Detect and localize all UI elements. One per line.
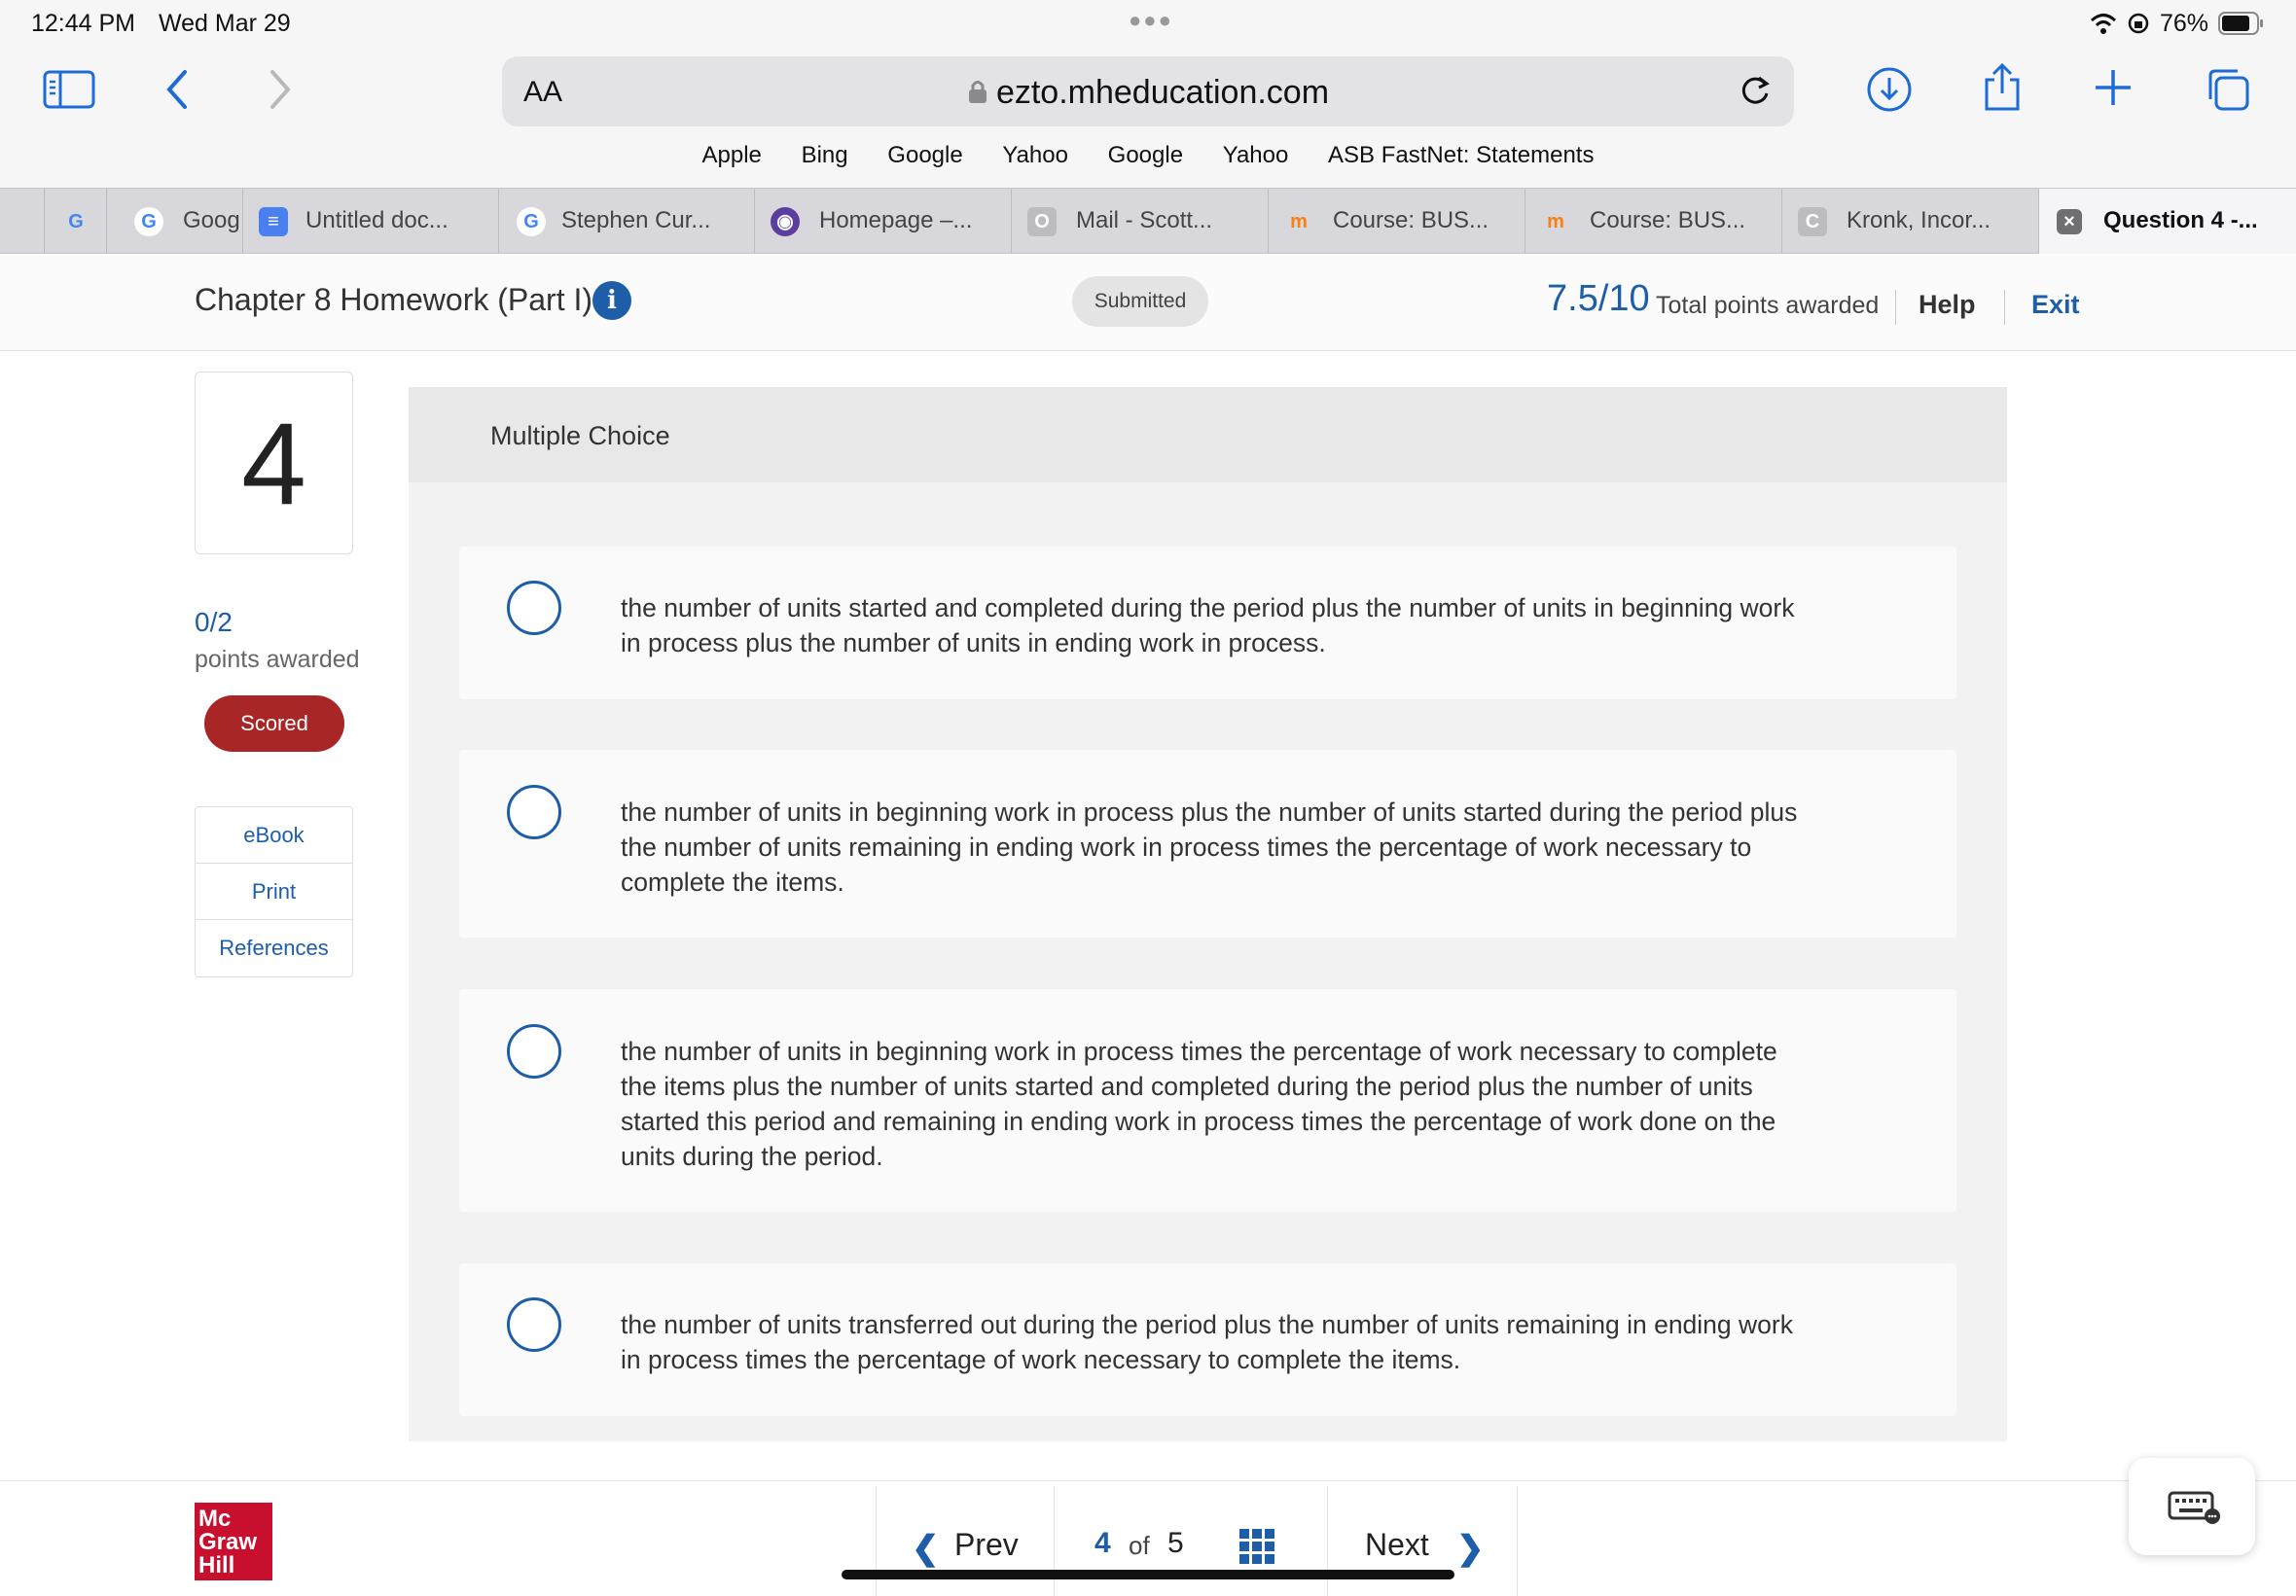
option-text: the number of units transferred out during the period plus the number of units remaining in ending work in process times the percentage of work necessary to complete the items. bbox=[621, 1310, 1793, 1374]
close-tab-icon[interactable]: × bbox=[2057, 209, 2082, 234]
total-pages: 5 bbox=[1167, 1527, 1184, 1559]
google-icon: G bbox=[134, 207, 163, 236]
answer-option[interactable] bbox=[459, 989, 1956, 1212]
answer-option[interactable] bbox=[459, 1263, 1956, 1416]
total-score-label: Total points awarded bbox=[1656, 292, 1880, 319]
browser-toolbar bbox=[0, 49, 2296, 190]
grid-icon[interactable] bbox=[1239, 1529, 1274, 1564]
tab-label: Goog bbox=[183, 207, 240, 233]
bookmark-google-2[interactable]: Google bbox=[1107, 142, 1184, 168]
bookmark-asb-fastnet[interactable]: ASB FastNet: Statements bbox=[1328, 142, 1595, 168]
lock-icon bbox=[967, 78, 988, 105]
radio-button[interactable] bbox=[507, 785, 561, 839]
next-label: Next bbox=[1365, 1527, 1429, 1562]
logo-line: Hill bbox=[198, 1552, 235, 1578]
references-link[interactable]: References bbox=[219, 936, 329, 960]
battery-percent: 76% bbox=[2160, 10, 2209, 37]
option-text: the number of units started and completed during the period plus the number of units in beginning work in process plus the number of units in ending work in process. bbox=[621, 593, 1795, 657]
tab-label: Mail - Scott... bbox=[1076, 207, 1213, 233]
assignment-header bbox=[0, 255, 2296, 351]
question-panel bbox=[409, 387, 2007, 1441]
tab-question-4[interactable] bbox=[2039, 189, 2296, 254]
tab-course-bus-2[interactable] bbox=[1525, 189, 1782, 254]
status-time: 12:44 PM bbox=[31, 10, 136, 37]
bookmark-yahoo-2[interactable]: Yahoo bbox=[1222, 142, 1289, 168]
status-bar bbox=[0, 0, 2296, 49]
option-text: the number of units in beginning work in process plus the number of units started during the period plus the number of units remaining in ending work in process times the percentage of work necessary to complete the items. bbox=[621, 798, 1798, 897]
pager bbox=[876, 1486, 1518, 1596]
tab-label: Question 4 -... bbox=[2103, 207, 2258, 233]
tab-label: Kronk, Incor... bbox=[1847, 207, 1991, 233]
outlook-icon: O bbox=[1027, 207, 1057, 236]
orientation-lock-icon bbox=[2127, 12, 2150, 35]
c-icon: C bbox=[1798, 207, 1827, 236]
sidebar-toggle-icon[interactable] bbox=[43, 68, 95, 111]
divider bbox=[1895, 290, 1896, 325]
current-page[interactable]: 4 bbox=[1094, 1527, 1111, 1559]
battery-icon bbox=[2218, 12, 2265, 37]
reload-icon[interactable] bbox=[1738, 74, 1773, 109]
keyboard-button[interactable] bbox=[2129, 1458, 2255, 1555]
url-label: ezto.mheducation.com bbox=[995, 74, 1330, 111]
logo-line: Mc bbox=[198, 1506, 232, 1532]
info-icon[interactable]: i bbox=[592, 281, 631, 320]
downloads-icon[interactable] bbox=[1866, 66, 1913, 113]
home-indicator bbox=[842, 1570, 1454, 1579]
points-awarded: 0/2 bbox=[195, 607, 233, 637]
new-tab-icon[interactable] bbox=[2094, 68, 2133, 107]
bookmark-apple[interactable]: Apple bbox=[701, 142, 762, 168]
assignment-title: Chapter 8 Homework (Part I) bbox=[195, 282, 593, 317]
keyboard-icon bbox=[2168, 1489, 2222, 1524]
question-number: 4 bbox=[195, 372, 353, 554]
divider bbox=[2004, 290, 2005, 325]
tab-kronk[interactable] bbox=[1782, 189, 2039, 254]
tab-untitled-doc[interactable] bbox=[243, 189, 499, 254]
back-icon[interactable] bbox=[163, 68, 193, 111]
radio-button[interactable] bbox=[507, 581, 561, 635]
exit-button[interactable]: Exit bbox=[2031, 290, 2080, 319]
tab-mail[interactable] bbox=[1012, 189, 1269, 254]
moodle-icon: m bbox=[1290, 211, 1308, 232]
tab-label: Course: BUS... bbox=[1333, 207, 1489, 233]
bookmark-bing[interactable]: Bing bbox=[801, 142, 848, 168]
answer-option[interactable] bbox=[459, 547, 1956, 699]
radio-button[interactable] bbox=[507, 1024, 561, 1079]
radio-button[interactable] bbox=[507, 1297, 561, 1352]
tab-course-bus-1[interactable] bbox=[1269, 189, 1525, 254]
favorites-bar bbox=[0, 142, 2296, 177]
question-type-header bbox=[409, 387, 2007, 482]
total-score: 7.5/10 bbox=[1547, 278, 1650, 319]
tab-google-small[interactable] bbox=[45, 189, 107, 254]
tab-bar bbox=[0, 188, 2296, 254]
points-awarded-label: points awarded bbox=[195, 646, 360, 673]
resources-menu bbox=[195, 806, 353, 977]
prev-label: Prev bbox=[954, 1527, 1019, 1562]
tab-label: Untitled doc... bbox=[305, 207, 448, 233]
tab-label: Homepage –... bbox=[819, 207, 973, 233]
tab-google[interactable] bbox=[107, 189, 243, 254]
ebook-link[interactable]: eBook bbox=[196, 807, 352, 864]
reader-aa-button[interactable]: AA bbox=[523, 76, 563, 108]
bookmark-yahoo[interactable]: Yahoo bbox=[1002, 142, 1068, 168]
chevron-left-icon: ❮ bbox=[912, 1530, 940, 1567]
page-of: of bbox=[1129, 1531, 1150, 1560]
address-bar[interactable] bbox=[502, 56, 1794, 126]
tab-stack-left[interactable] bbox=[0, 189, 45, 254]
tab-homepage[interactable] bbox=[755, 189, 1012, 254]
share-icon[interactable] bbox=[1981, 62, 2024, 113]
mcgraw-hill-logo bbox=[195, 1503, 272, 1580]
next-button[interactable] bbox=[1327, 1486, 1518, 1596]
submitted-badge: Submitted bbox=[1072, 276, 1208, 327]
moodle-icon: m bbox=[1547, 211, 1564, 232]
chevron-right-icon: ❯ bbox=[1456, 1530, 1485, 1567]
option-text: the number of units in beginning work in process times the percentage of work necessary to complete the items plus the number of units started and completed during the period plus the number of units started this period and remaining in ending work in process times the percentage of work done on the units during the period. bbox=[621, 1037, 1777, 1171]
scored-badge: Scored bbox=[204, 695, 344, 752]
forward-icon[interactable] bbox=[265, 68, 294, 111]
google-icon: G bbox=[517, 207, 546, 236]
prev-button[interactable] bbox=[876, 1486, 1055, 1596]
google-docs-icon: ≡ bbox=[259, 207, 288, 236]
tab-stephen-curry[interactable] bbox=[499, 189, 755, 254]
tab-label: Stephen Cur... bbox=[561, 207, 711, 233]
university-icon: ◉ bbox=[771, 207, 800, 236]
question-type: Multiple Choice bbox=[490, 421, 670, 450]
logo-line: Graw bbox=[198, 1529, 258, 1555]
status-date: Wed Mar 29 bbox=[159, 10, 291, 37]
bookmark-google[interactable]: Google bbox=[887, 142, 963, 168]
print-link[interactable]: Print bbox=[196, 864, 352, 920]
wifi-icon bbox=[2090, 12, 2117, 35]
answer-option[interactable] bbox=[459, 750, 1956, 938]
tab-overview-icon[interactable] bbox=[2205, 66, 2251, 113]
help-button[interactable]: Help bbox=[1919, 290, 1976, 319]
tab-label: Course: BUS... bbox=[1590, 207, 1746, 233]
multitask-dots-icon[interactable]: ●●● bbox=[1129, 8, 1173, 32]
google-icon: G bbox=[68, 211, 84, 232]
url-text[interactable] bbox=[502, 74, 1794, 112]
